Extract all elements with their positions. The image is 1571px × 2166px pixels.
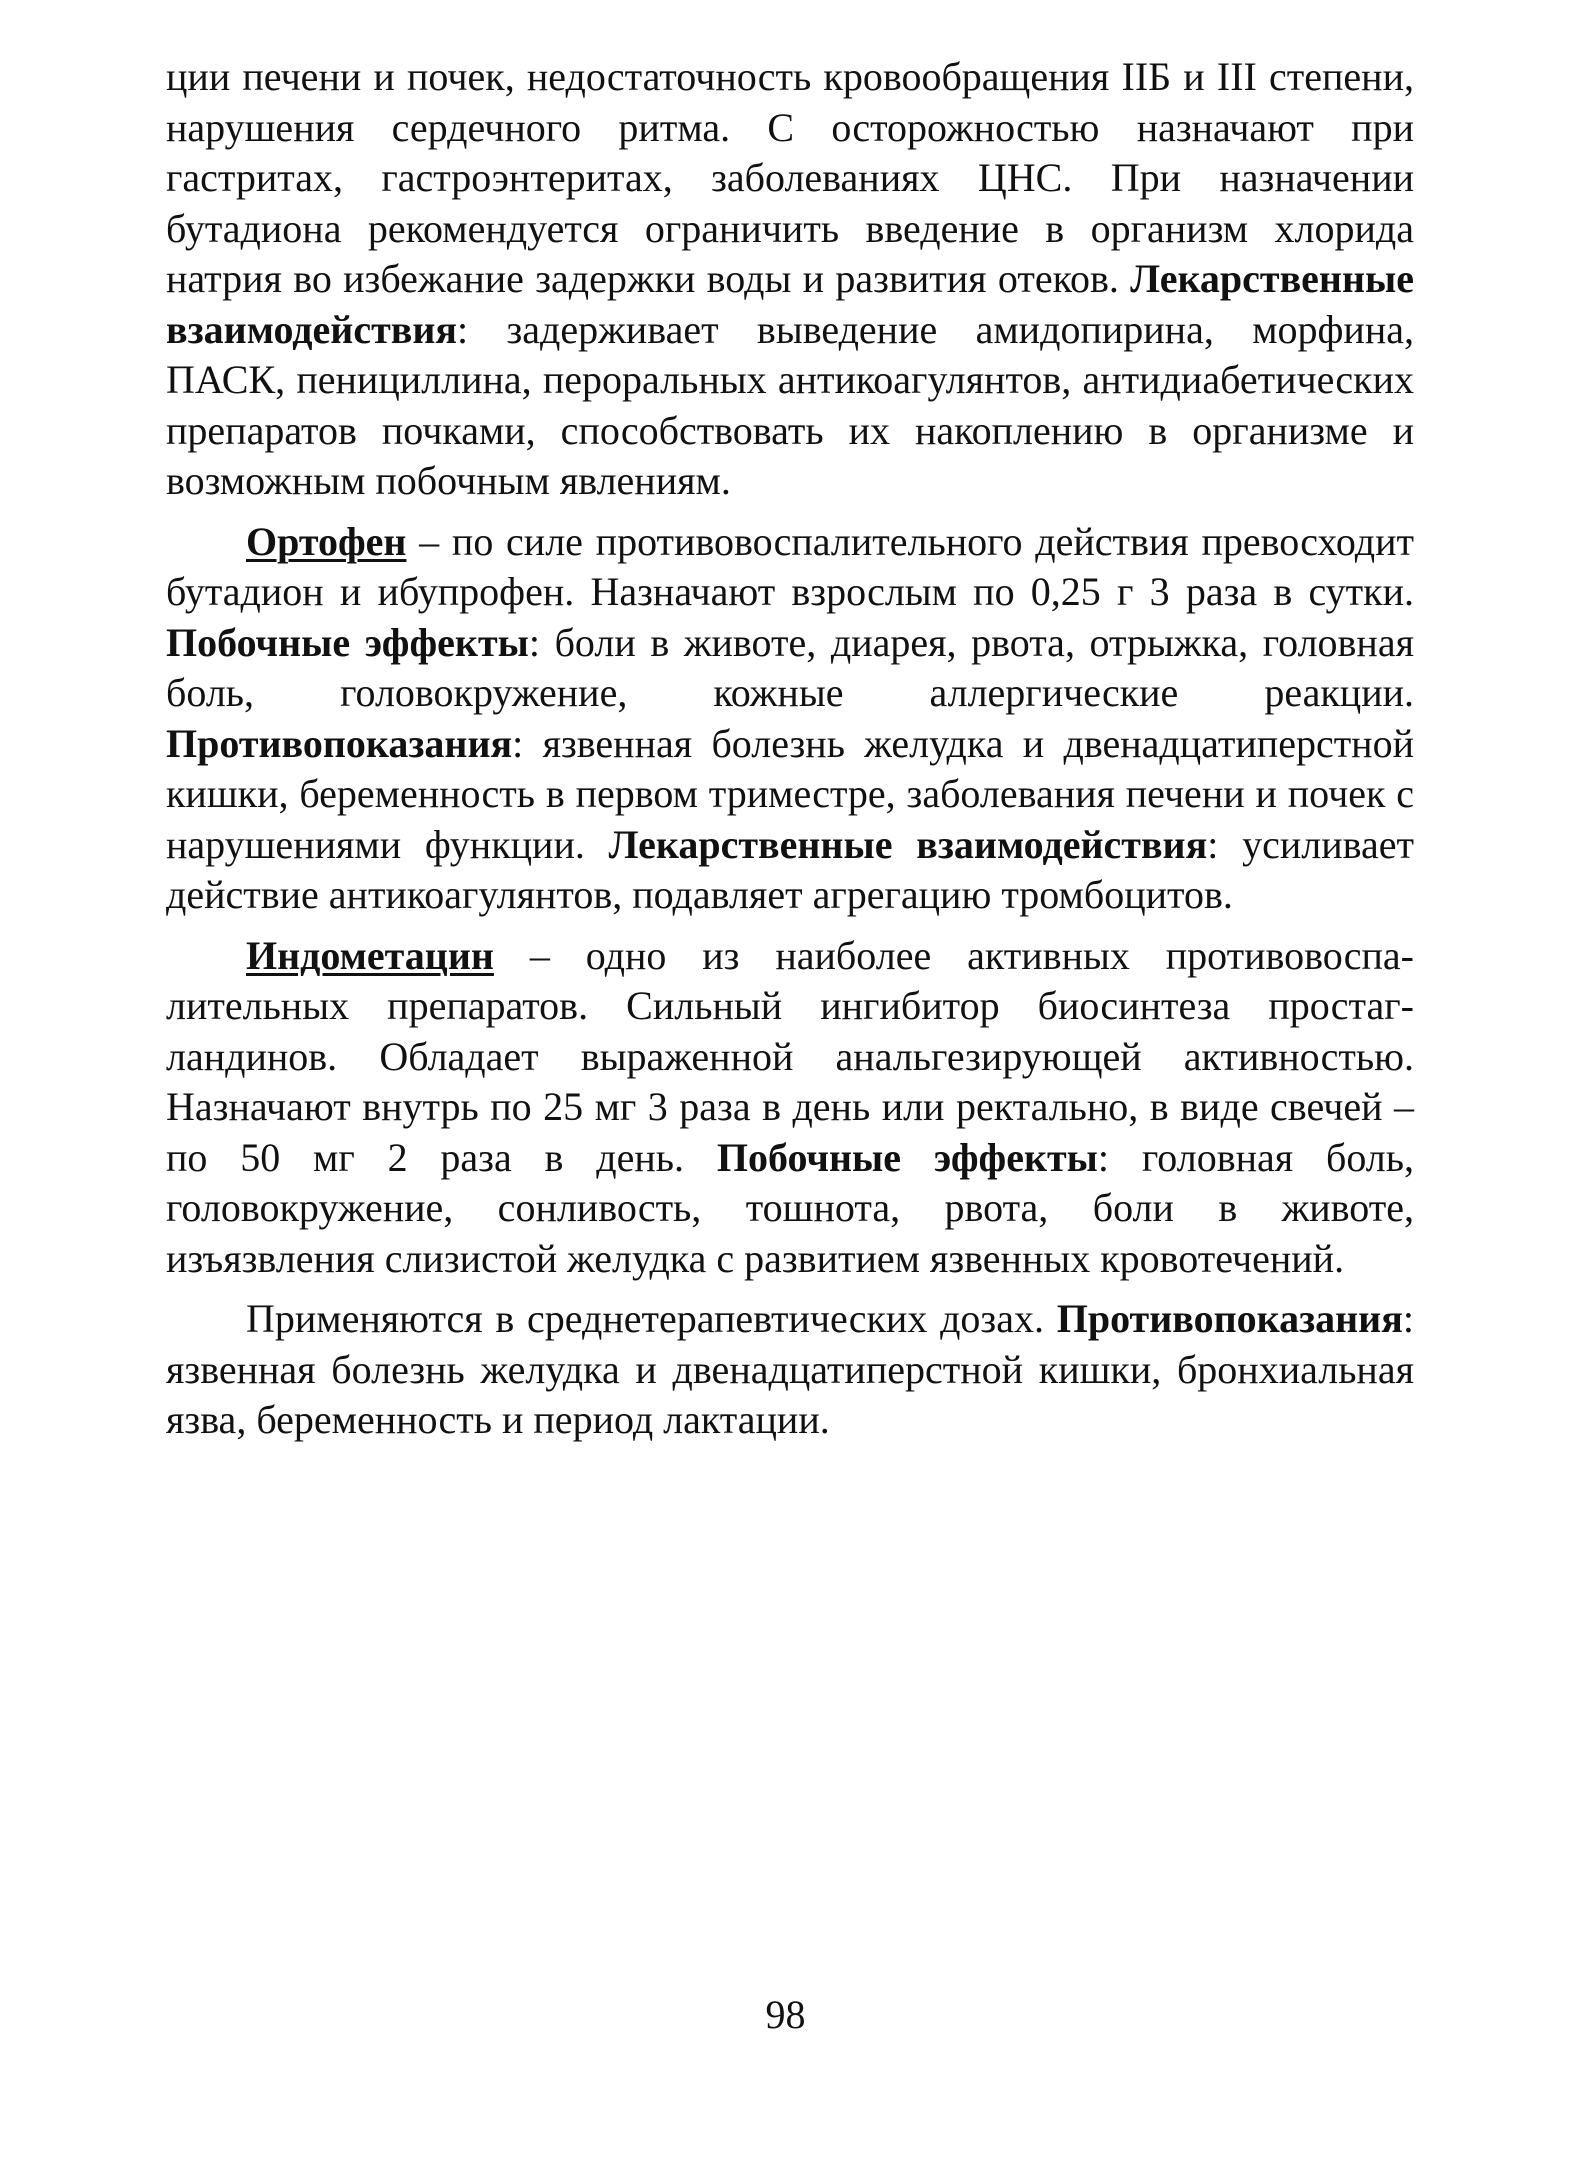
paragraph-text: – по силе противовоспалительного действия превосходит бутадион и ибупрофен. Назначают взрослым по 0,25 г 3 раза в сутки. (166, 518, 1414, 614)
side-effects-heading: Побочные эффекты (716, 1134, 1098, 1180)
paragraph-text: : задерживает выведение амидопирина, морфина, ПАСК, пенициллина, пероральных антикоагулянтов, антидиабетических препаратов почками, способствовать их накоплению в организме и возможным побочным явлениям. (166, 306, 1414, 503)
paragraph-text: : язвенная болезнь желудка и двенадцатиперстной кишки, бронхиальная язва, беременность и период лактации. (166, 1296, 1414, 1442)
paragraph-butadion-continued (166, 52, 1414, 507)
paragraph-text: ции печени и почек, недостаточность кровообращения IIБ и III степени, нарушения сердечного ритма. С осторожностью назначают при гастритах, гастроэнтеритах, заболеваниях ЦНС. При назначении бутадиона рекомендуется ограничить введение в организм хлорида натрия во избежание задержки воды и развития отеков. (166, 54, 1414, 301)
paragraph-text: : усиливает действие антикоагулянтов, подавляет агрегацию тромбоцитов. (166, 821, 1414, 917)
contraindications-heading: Противопоказания (1056, 1296, 1403, 1341)
paragraph-text: : язвенная болезнь желудка и двенадцатиперстной кишки, беременность в первом триместре, заболевания печени и почек с нарушениями функции. (166, 720, 1414, 867)
drug-name-ortofen: Ортофен (246, 518, 407, 564)
paragraph-text: Применяются в среднетерапевтических дозах. (246, 1296, 1057, 1341)
paragraph-ortofen (166, 517, 1414, 921)
paragraph-indometacin (166, 931, 1414, 1285)
side-effects-heading: Побочные эффекты (166, 619, 529, 665)
paragraph-text: – одно из наиболее активных противовоспалительных препаратов. Сильный ингибитор биосинтеза простагландинов. Обладает выраженной анальгезирующей активностью. Назначают внутрь по 25 мг 3 раза в день или ректально, в виде свечей – по 50 мг 2 раза в день. (166, 932, 1414, 1180)
page-body (166, 52, 1414, 1446)
paragraph-dosage (166, 1294, 1414, 1446)
paragraph-text: : головная боль, головокружение, сонливость, тошнота, рвота, боли в животе, изъязвления слизистой желудка с развитием язвенных кровотечений. (166, 1134, 1415, 1281)
page-number: 98 (765, 1992, 806, 2037)
drug-interactions-heading: Лекарственные взаимодействия (608, 821, 1208, 867)
drug-interactions-heading: Лекарственные взаимодействия (166, 256, 1414, 352)
contraindications-heading: Противопоказания (166, 720, 513, 766)
paragraph-text: : боли в животе, диарея, рвота, отрыжка, головная боль, головокружение, кожные аллергические реакции. (166, 619, 1414, 715)
drug-name-indometacin: Индометацин (246, 932, 494, 978)
